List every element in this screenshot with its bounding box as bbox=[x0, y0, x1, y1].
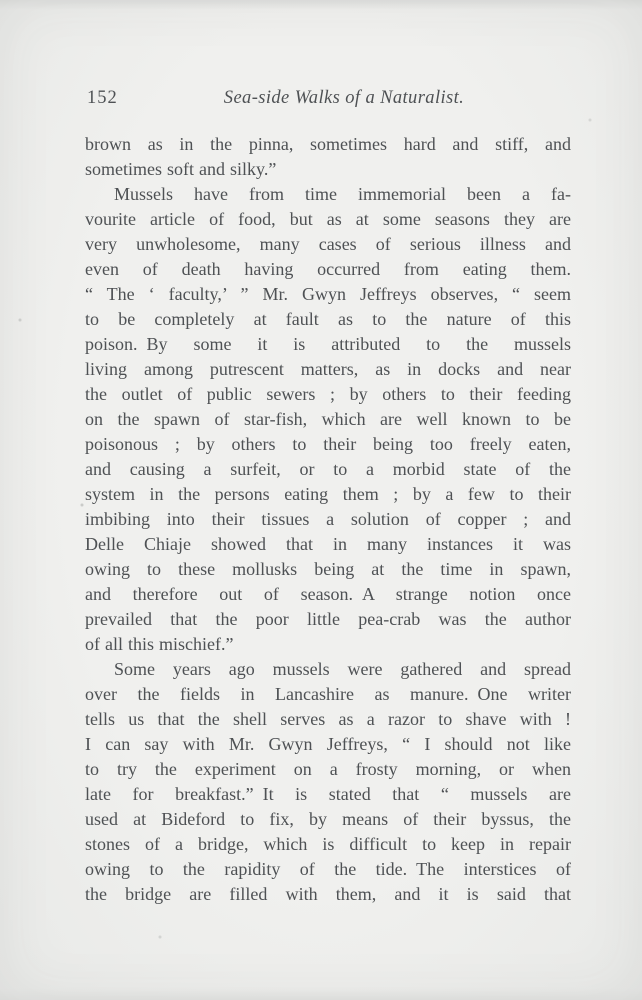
text-line: and causing a surfeit, or to a morbid state of the bbox=[85, 459, 571, 479]
text-line: very unwholesome, many cases of serious illness and bbox=[85, 234, 571, 254]
text-line: owing to these mollusks being at the time in spawn, bbox=[85, 559, 571, 579]
text-line: tells us that the shell serves as a razor to shave with ! bbox=[85, 709, 571, 729]
text-line: even of death having occurred from eating them. bbox=[85, 259, 571, 279]
text-line: owing to the rapidity of the tide. The interstices of bbox=[85, 859, 571, 879]
running-header-title: Sea-side Walks of a Naturalist. bbox=[223, 88, 465, 108]
page-body bbox=[85, 132, 571, 907]
text-line: the bridge are filled with them, and it is said that bbox=[85, 884, 571, 904]
page-header bbox=[85, 88, 571, 114]
text-line: Some years ago mussels were gathered and spread bbox=[114, 659, 571, 679]
text-line: poisonous ; by others to their being too freely eaten, bbox=[85, 434, 571, 454]
page-number: 152 bbox=[87, 88, 118, 108]
text-line: vourite article of food, but as at some seasons they are bbox=[85, 209, 571, 229]
paragraph bbox=[85, 182, 571, 657]
paragraph bbox=[85, 657, 571, 907]
text-line: sometimes soft and silky.” bbox=[85, 159, 277, 179]
text-line: and therefore out of season. A strange notion once bbox=[85, 584, 571, 604]
text-line: stones of a bridge, which is difficult to keep in repair bbox=[85, 834, 571, 854]
text-line: system in the persons eating them ; by a few to their bbox=[85, 484, 571, 504]
text-line: Mussels have from time immemorial been a fa- bbox=[114, 184, 571, 204]
text-line: to try the experiment on a frosty morning, or when bbox=[85, 759, 571, 779]
paragraph bbox=[85, 132, 571, 182]
text-line: used at Bideford to fix, by means of their byssus, the bbox=[85, 809, 571, 829]
text-line: to be completely at fault as to the nature of this bbox=[85, 309, 571, 329]
page-content bbox=[85, 88, 571, 907]
text-line: late for breakfast.” It is stated that “ mussels are bbox=[85, 784, 571, 804]
text-line: “ The ‘ faculty,’ ” Mr. Gwyn Jeffreys observes, “ seem bbox=[85, 284, 571, 304]
text-line: the outlet of public sewers ; by others to their feeding bbox=[85, 384, 571, 404]
text-line: living among putrescent matters, as in docks and near bbox=[85, 359, 571, 379]
text-line: imbibing into their tissues a solution of copper ; and bbox=[85, 509, 571, 529]
text-line: over the fields in Lancashire as manure. One writer bbox=[85, 684, 571, 704]
text-line: prevailed that the poor little pea-crab was the author bbox=[85, 609, 571, 629]
text-line: of all this mischief.” bbox=[85, 634, 234, 654]
text-line: I can say with Mr. Gwyn Jeffreys, “ I should not like bbox=[85, 734, 571, 754]
text-line: poison. By some it is attributed to the mussels bbox=[85, 334, 571, 354]
text-line: Delle Chiaje showed that in many instances it was bbox=[85, 534, 571, 554]
text-line: brown as in the pinna, sometimes hard and stiff, and bbox=[85, 134, 571, 154]
text-line: on the spawn of star-fish, which are well known to be bbox=[85, 409, 571, 429]
